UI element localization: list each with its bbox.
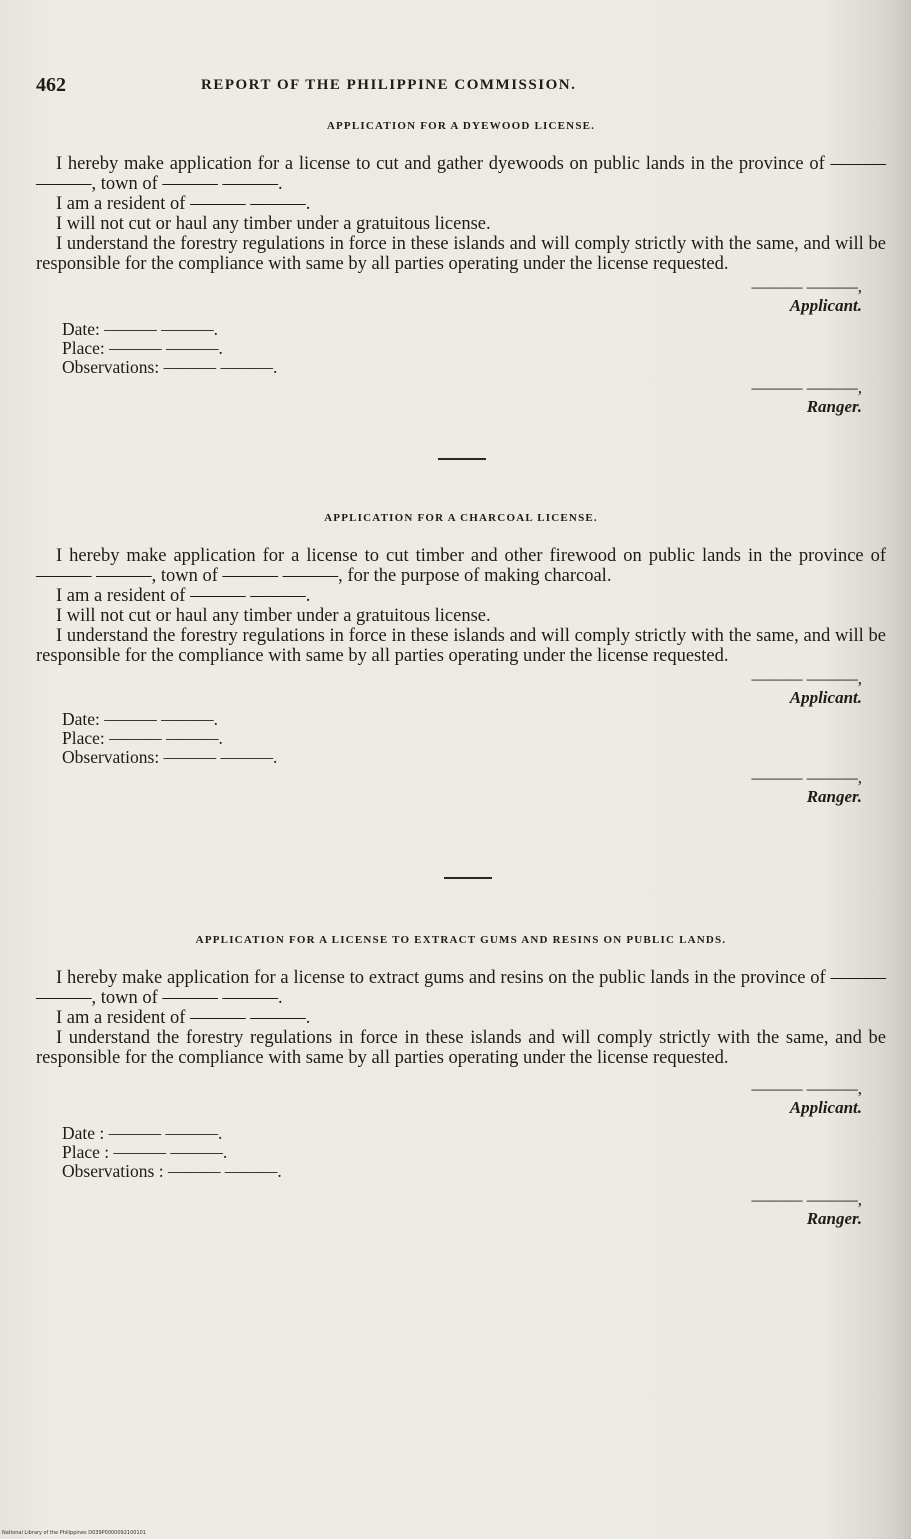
gums-resins-license-section: [36, 934, 886, 1229]
scan-footer-tag: National Library of the Philippines D039P0000092100101: [2, 1530, 146, 1536]
ranger-label: Ranger.: [806, 787, 862, 806]
section-divider: [438, 458, 486, 460]
observations-line: Observations: ——— ———.: [62, 747, 278, 767]
signature-blank: ——— ———,: [751, 669, 862, 688]
page-number: 462: [36, 74, 66, 96]
applicant-signature: [36, 1079, 862, 1118]
ranger-signature: [36, 768, 862, 807]
ranger-signature: [36, 378, 862, 417]
paragraph: I hereby make application for a license to extract gums and resins on the public lands in the province of ——— ———, town of ——— ———.: [36, 968, 886, 1008]
paragraph: I will not cut or haul any timber under a gratuitous license.: [56, 606, 491, 626]
page-header: [36, 74, 876, 104]
signature-blank: ——— ———,: [751, 277, 862, 296]
signature-blank: ——— ———,: [751, 378, 862, 397]
ranger-signature: [36, 1190, 862, 1229]
place-line: Place : ——— ———.: [62, 1142, 228, 1162]
form-fields: [62, 320, 886, 377]
paragraph: I will not cut or haul any timber under a gratuitous license.: [56, 214, 491, 234]
applicant-signature: [36, 277, 862, 316]
applicant-label: Applicant.: [789, 688, 862, 707]
section-title: APPLICATION FOR A LICENSE TO EXTRACT GUMS AND RESINS ON PUBLIC LANDS.: [195, 934, 727, 946]
paragraph: I hereby make application for a license to cut timber and other firewood on public lands in the province of ——— ———, town of ——— ———, for the purpose of making charcoal.: [36, 546, 886, 586]
signature-blank: ——— ———,: [751, 1190, 862, 1209]
paragraph: I am a resident of ——— ———.: [56, 586, 311, 606]
observations-line: Observations: ——— ———.: [62, 357, 278, 377]
signature-blank: ——— ———,: [751, 768, 862, 787]
paragraph: I understand the forestry regulations in force in these islands and will comply strictly with the same, and will be responsible for the compliance with same by all parties operating under the license requested.: [36, 626, 886, 666]
date-line: Date: ——— ———.: [62, 319, 219, 339]
paragraph: I understand the forestry regulations in force in these islands and will comply strictly with the same, and be responsible for the compliance with same by all parties operating under the license requested.: [36, 1028, 886, 1068]
place-line: Place: ——— ———.: [62, 728, 223, 748]
running-title: REPORT OF THE PHILIPPINE COMMISSION.: [201, 77, 577, 93]
form-fields: [62, 710, 886, 767]
date-line: Date : ——— ———.: [62, 1123, 223, 1143]
applicant-signature: [36, 669, 862, 708]
paragraph: I am a resident of ——— ———.: [56, 1008, 311, 1028]
section-divider: [444, 877, 492, 879]
applicant-label: Applicant.: [789, 1098, 862, 1117]
signature-blank: ——— ———,: [751, 1079, 862, 1098]
ranger-label: Ranger.: [806, 1209, 862, 1228]
observations-line: Observations : ——— ———.: [62, 1161, 282, 1181]
place-line: Place: ——— ———.: [62, 338, 223, 358]
paragraph: I understand the forestry regulations in force in these islands and will comply strictly with the same, and will be responsible for the compliance with same by all parties operating under the license requested.: [36, 234, 886, 274]
paragraph: I am a resident of ——— ———.: [56, 194, 311, 214]
applicant-label: Applicant.: [789, 296, 862, 315]
charcoal-license-section: [36, 512, 886, 807]
section-title: APPLICATION FOR A DYEWOOD LICENSE.: [326, 120, 596, 132]
section-title: APPLICATION FOR A CHARCOAL LICENSE.: [324, 512, 598, 524]
ranger-label: Ranger.: [806, 397, 862, 416]
form-fields: [62, 1124, 886, 1181]
paragraph: I hereby make application for a license to cut and gather dyewoods on public lands in the province of ——— ———, town of ——— ———.: [36, 154, 886, 194]
date-line: Date: ——— ———.: [62, 709, 219, 729]
dyewood-license-section: [36, 120, 886, 417]
